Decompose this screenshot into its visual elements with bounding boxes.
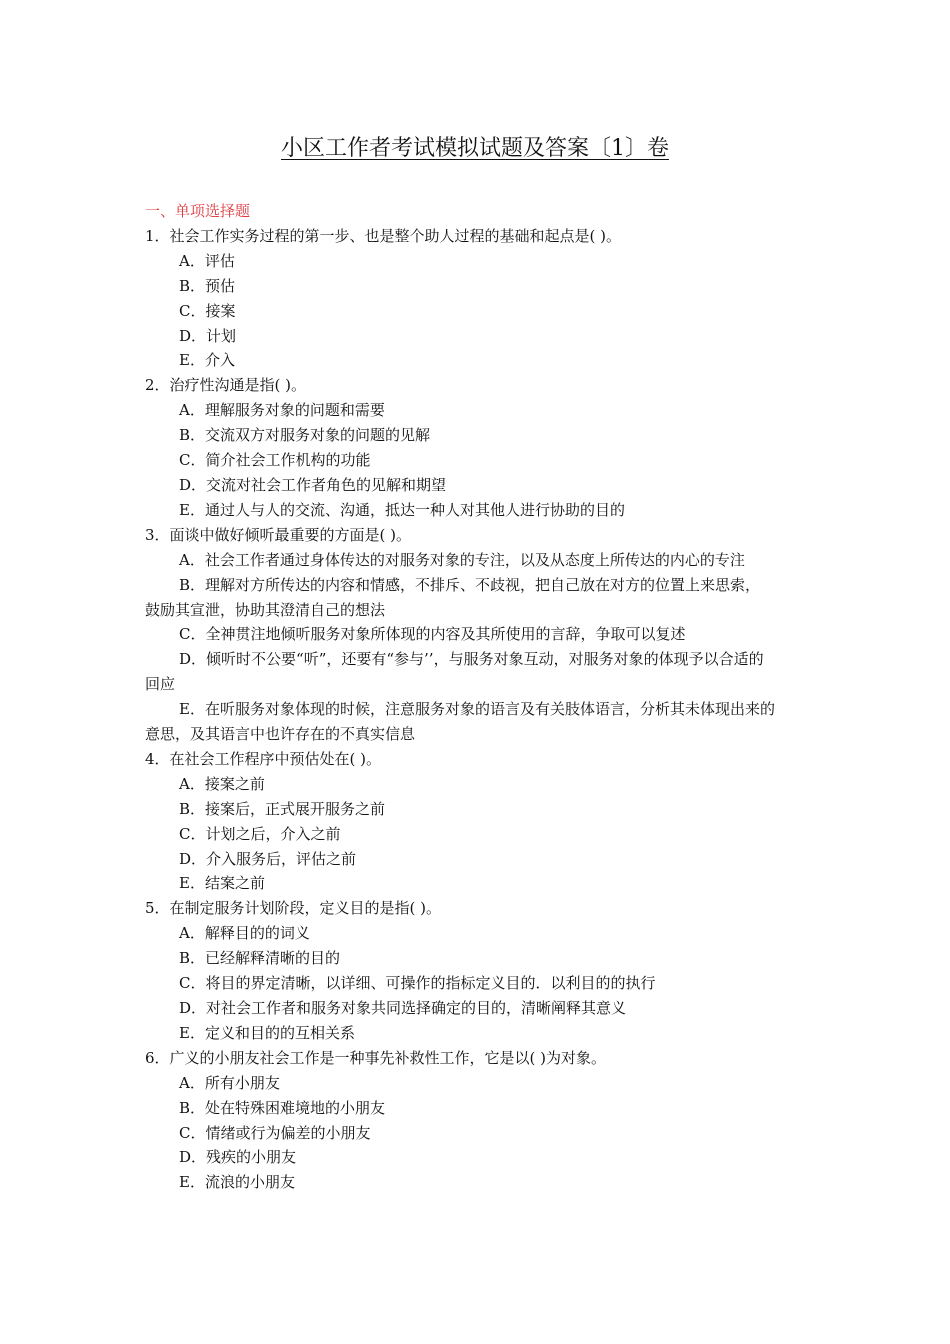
option-c: C．简介社会工作机构的功能: [179, 451, 371, 470]
option-e: E．介入: [179, 351, 235, 370]
option-b: B．处在特殊困难境地的小朋友: [179, 1098, 386, 1117]
question-stem: 1．社会工作实务过程的第一步、也是整个助人过程的基础和起点是( )。: [145, 226, 622, 245]
question-stem: 2．治疗性沟通是指( )。: [145, 376, 307, 395]
question-stem: 6．广义的小朋友社会工作是一种事先补救性工作，它是以( )为对象。: [145, 1048, 607, 1067]
question-stem: 4．在社会工作程序中预估处在( )。: [145, 749, 382, 768]
option-a: A．接案之前: [179, 774, 265, 793]
question-stem: 5．在制定服务计划阶段，定义目的是指( )。: [145, 899, 442, 918]
document-title-row: [0, 132, 950, 166]
option-c: C．全神贯注地倾听服务对象所体现的内容及其所使用的言辞，争取可以复述: [179, 625, 686, 644]
option-a: A．所有小朋友: [179, 1073, 280, 1092]
option-a: A．理解服务对象的问题和需要: [179, 401, 385, 420]
option-d: D．倾听时不公要“听”，还要有“参与’’，与服务对象互动，对服务对象的体现予以合适的回应: [145, 650, 764, 694]
option-c: C．接案: [179, 301, 236, 320]
option-e: E．定义和目的的互相关系: [179, 1023, 355, 1042]
option-e: E．结案之前: [179, 874, 265, 893]
question-1: [145, 224, 775, 373]
option-e: E．在听服务对象体现的时候，注意服务对象的语言及有关肢体语言，分析其未体现出来的意思，及其语言中也许存在的不真实信息: [145, 700, 775, 744]
option-e: E．通过人与人的交流、沟通，抵达一种人对其他人进行协助的目的: [179, 500, 625, 519]
document-title: 小区工作者考试模拟试题及答案〔1〕卷: [281, 136, 669, 161]
option-d: D．残疾的小朋友: [179, 1148, 297, 1167]
question-3: [145, 523, 775, 747]
question-4: [145, 747, 775, 896]
question-5: [145, 896, 775, 1045]
question-stem: 3．面谈中做好倾听最重要的方面是( )。: [145, 525, 412, 544]
option-c: C．计划之后，介入之前: [179, 824, 341, 843]
option-d: D．介入服务后，评估之前: [179, 849, 357, 868]
option-b: B．接案后，正式展开服务之前: [179, 799, 386, 818]
option-b: B．已经解释清晰的目的: [179, 949, 341, 968]
option-d: D．计划: [179, 326, 237, 345]
option-a: A．社会工作者通过身体传达的对服务对象的专注，以及从态度上所传达的内心的专注: [179, 550, 745, 569]
option-d: D．对社会工作者和服务对象共同选择确定的目的，清晰阐释其意义: [179, 999, 627, 1017]
option-a: A．解释目的的词义: [179, 924, 310, 943]
question-2: [145, 373, 775, 522]
option-b: B．理解对方所传达的内容和情感，不排斥、不歧视，把自己放在对方的位置上来思索，鼓励其宣泄，协助其澄清自己的想法: [145, 575, 761, 619]
option-d: D．交流对社会工作者角色的见解和期望: [179, 475, 447, 494]
option-c: C．将目的界定清晰，以详细、可操作的指标定义目的．以利目的的执行: [179, 974, 656, 993]
option-e: E．流浪的小朋友: [179, 1173, 295, 1192]
option-b: B．交流双方对服务对象的问题的见解: [179, 426, 431, 445]
option-b: B．预估: [179, 276, 236, 295]
option-c: C．情绪或行为偏差的小朋友: [179, 1123, 371, 1142]
section-title: 一、单项选择题: [145, 202, 251, 220]
question-6: [145, 1046, 775, 1195]
option-a: A．评估: [179, 251, 235, 270]
document-body: [145, 199, 775, 1195]
